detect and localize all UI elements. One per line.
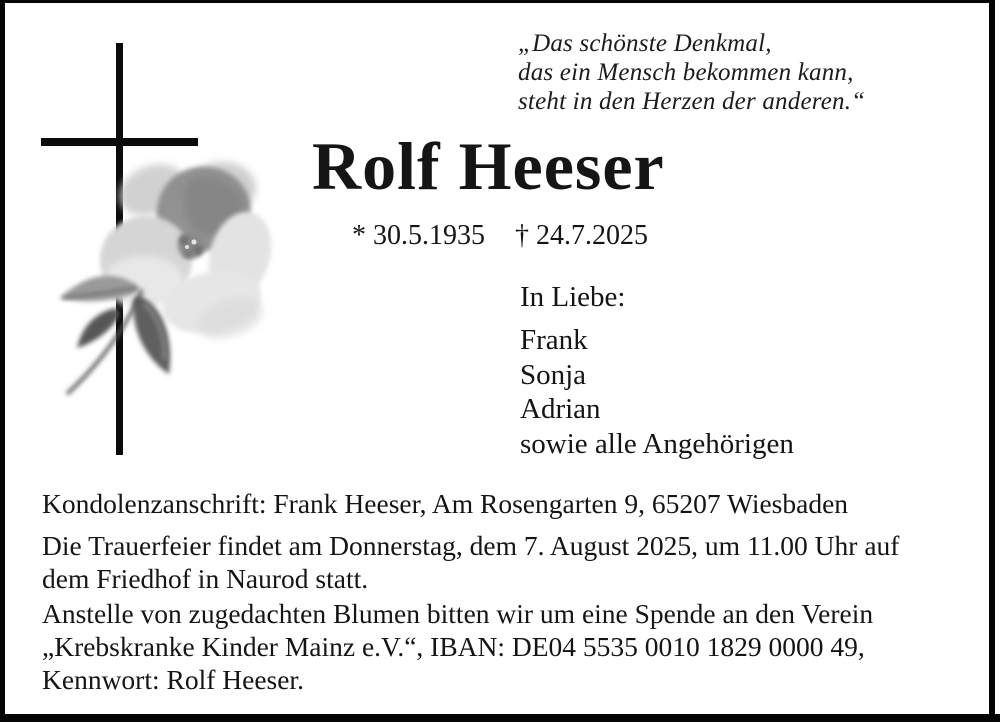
family-member: sowie alle Angehörigen: [520, 427, 794, 460]
donation-info: [42, 597, 873, 696]
birth-date: * 30.5.1935: [352, 220, 485, 251]
funeral-line: dem Friedhof in Naurod statt.: [42, 563, 369, 594]
life-dates: [352, 222, 648, 250]
flower-icon: [100, 155, 275, 346]
deceased-name: Rolf Heeser: [312, 128, 665, 204]
death-date: † 24.7.2025: [515, 220, 648, 251]
donation-line: Anstelle von zugedachten Blumen bitten wir um eine Spende an den Verein: [42, 598, 874, 629]
donation-line: „Krebskranke Kinder Mainz e.V.“, IBAN: DE04 5535 0010 1829 0000 49,: [42, 631, 865, 662]
cross-and-flower-graphic: [40, 40, 275, 460]
family-member: Frank: [520, 324, 588, 356]
quote-line: steht in den Herzen der anderen.“: [518, 88, 866, 115]
donation-line: Kennwort: Rolf Heeser.: [42, 664, 304, 695]
condolence-address: [42, 487, 848, 520]
frame-border-bottom: [0, 714, 1000, 722]
family-member: Sonja: [520, 358, 587, 391]
family-intro: In Liebe:: [520, 281, 626, 313]
frame-border-top: [0, 0, 995, 3]
frame-border-left: [0, 0, 5, 722]
frame-border-right: [989, 0, 995, 722]
family-member: Adrian: [520, 393, 601, 425]
family-members: [520, 323, 794, 461]
memorial-quote: [518, 29, 865, 116]
funeral-info: [42, 529, 899, 595]
quote-line: „Das schönste Denkmal,: [518, 30, 772, 57]
condolence-line: Kondolenzanschrift: Frank Heeser, Am Rosengarten 9, 65207 Wiesbaden: [42, 488, 849, 519]
funeral-line: Die Trauerfeier findet am Donnerstag, dem 7. August 2025, um 11.00 Uhr auf: [42, 530, 900, 561]
quote-line: das ein Mensch bekommen kann,: [518, 59, 854, 86]
